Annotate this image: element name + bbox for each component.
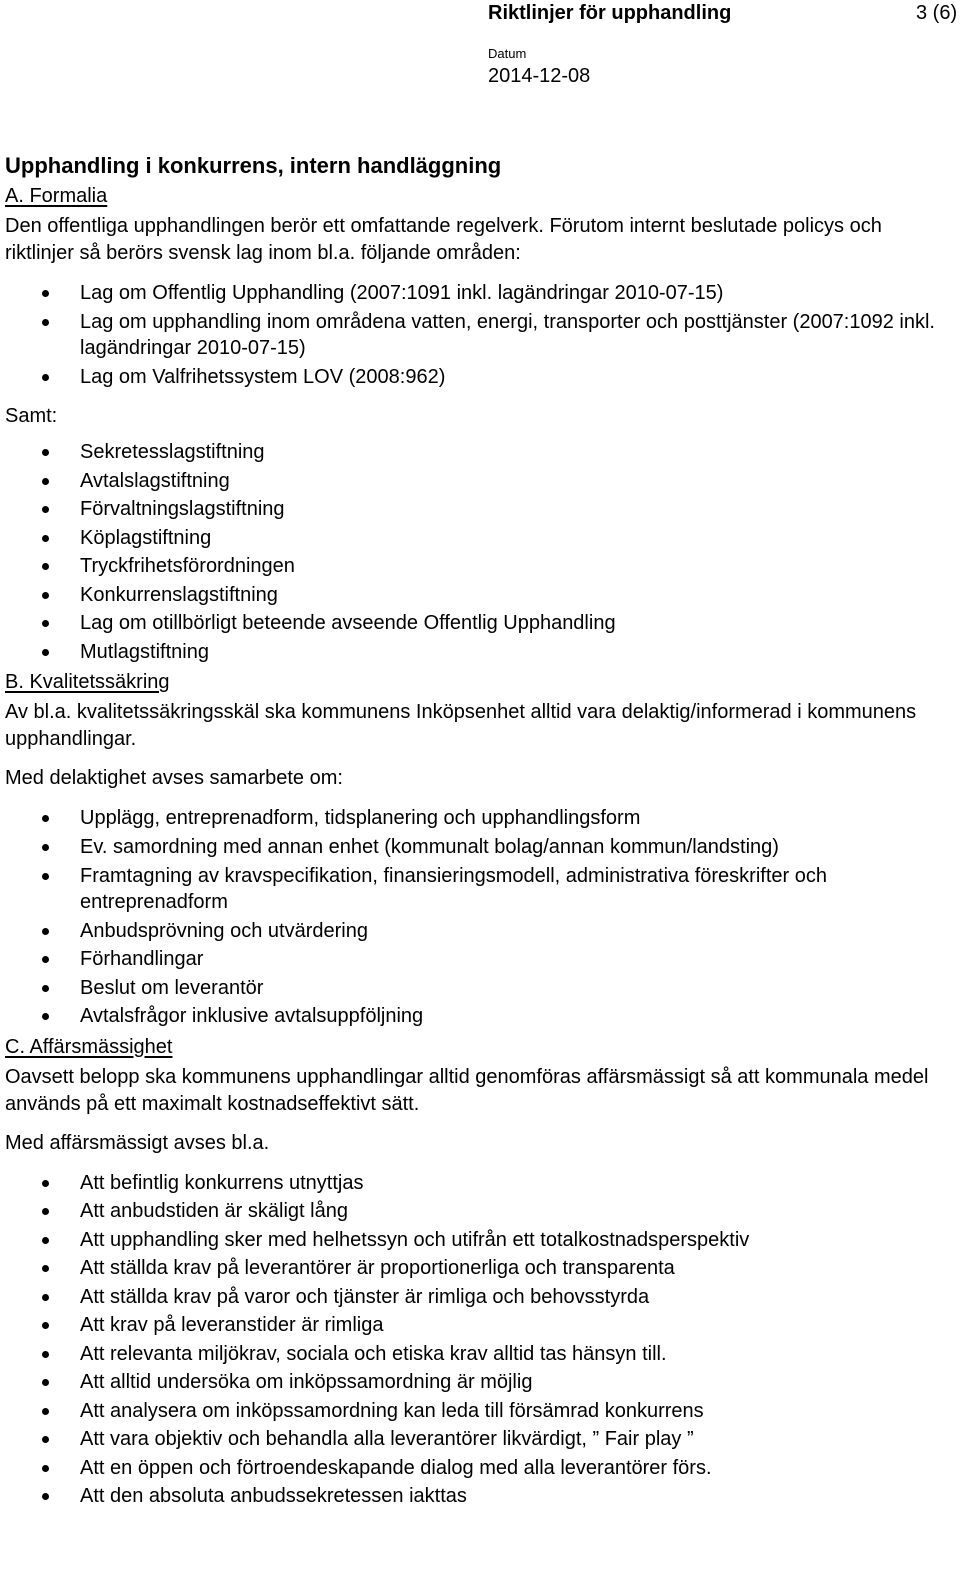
list-item: Att analysera om inköpssamordning kan leda till försämrad konkurrens	[5, 1397, 955, 1426]
list-item: Anbudsprövning och utvärdering	[5, 917, 955, 946]
section-b-intro: Med delaktighet avses samarbete om:	[5, 767, 343, 789]
business-list	[5, 1169, 955, 1511]
bullet-icon	[42, 1013, 49, 1020]
list-item: Framtagning av kravspecifikation, finansieringsmodell, administrativa föreskrifter och entreprenadform	[5, 862, 955, 917]
document-body	[5, 152, 955, 1511]
list-item: Beslut om leverantör	[5, 974, 955, 1003]
cooperation-list	[5, 804, 955, 1031]
bullet-icon	[42, 815, 49, 822]
bullet-icon	[42, 1237, 49, 1244]
list-item: Tryckfrihetsförordningen	[5, 552, 955, 581]
bullet-icon	[42, 1436, 49, 1443]
bullet-icon	[42, 649, 49, 656]
section-b-paragraph: Av bl.a. kvalitetssäkringsskäl ska kommunens Inköpsenhet alltid vara delaktig/informerad i kommunens upphandlingar.	[5, 701, 917, 750]
bullet-icon	[42, 506, 49, 513]
list-item: Köplagstiftning	[5, 524, 955, 553]
list-item: Förhandlingar	[5, 945, 955, 974]
bullet-icon	[42, 1180, 49, 1187]
bullet-icon	[42, 956, 49, 963]
laws-list	[5, 279, 955, 391]
section-b-heading: B. Kvalitetssäkring	[5, 671, 170, 693]
bullet-icon	[42, 319, 49, 326]
bullet-icon	[42, 563, 49, 570]
bullet-icon	[42, 985, 49, 992]
list-item: Att ställda krav på leverantörer är proportionerliga och transparenta	[5, 1254, 955, 1283]
date-label: Datum	[488, 46, 527, 61]
page-number: 3 (6)	[916, 2, 958, 24]
bullet-icon	[42, 535, 49, 542]
list-item: Att upphandling sker med helhetssyn och utifrån ett totalkostnadsperspektiv	[5, 1226, 955, 1255]
bullet-icon	[42, 873, 49, 880]
list-item: Lag om Offentlig Upphandling (2007:1091 inkl. lagändringar 2010-07-15)	[5, 279, 955, 308]
list-item: Att vara objektiv och behandla alla leverantörer likvärdigt, ” Fair play ”	[5, 1425, 955, 1454]
list-item: Att krav på leveranstider är rimliga	[5, 1311, 955, 1340]
bullet-icon	[42, 1208, 49, 1215]
list-item: Att alltid undersöka om inköpssamordning är möjlig	[5, 1368, 955, 1397]
section-c-heading: C. Affärsmässighet	[5, 1035, 173, 1058]
page-heading: Upphandling i konkurrens, intern handläggning	[5, 153, 502, 178]
bullet-icon	[42, 1294, 49, 1301]
list-item: Ev. samordning med annan enhet (kommunalt bolag/annan kommun/landsting)	[5, 833, 955, 862]
section-a-paragraph: Den offentliga upphandlingen berör ett omfattande regelverk. Förutom internt beslutade policys och riktlinjer så berörs svensk lag inom bl.a. följande områden:	[5, 215, 882, 264]
list-item: Sekretesslagstiftning	[5, 438, 955, 467]
list-item: Mutlagstiftning	[5, 638, 955, 667]
bullet-icon	[42, 1351, 49, 1358]
section-c-intro: Med affärsmässigt avses bl.a.	[5, 1131, 270, 1154]
bullet-icon	[42, 1493, 49, 1500]
bullet-icon	[42, 1265, 49, 1272]
list-item: Lag om otillbörligt beteende avseende Offentlig Upphandling	[5, 609, 955, 638]
list-item: Att relevanta miljökrav, sociala och etiska krav alltid tas hänsyn till.	[5, 1340, 955, 1369]
list-item: Konkurrenslagstiftning	[5, 581, 955, 610]
list-item: Avtalsfrågor inklusive avtalsuppföljning	[5, 1002, 955, 1031]
list-item: Lag om Valfrihetssystem LOV (2008:962)	[5, 363, 955, 392]
list-item: Att befintlig konkurrens utnyttjas	[5, 1169, 955, 1198]
section-a-heading: A. Formalia	[5, 185, 108, 207]
list-item: Upplägg, entreprenadform, tidsplanering och upphandlingsform	[5, 804, 955, 833]
list-item: Att anbudstiden är skäligt lång	[5, 1197, 955, 1226]
bullet-icon	[42, 844, 49, 851]
extra-laws-list	[5, 438, 955, 666]
samt-label: Samt:	[5, 405, 58, 427]
list-item: Avtalslagstiftning	[5, 467, 955, 496]
bullet-icon	[42, 449, 49, 456]
bullet-icon	[42, 1379, 49, 1386]
bullet-icon	[42, 1408, 49, 1415]
bullet-icon	[42, 620, 49, 627]
list-item: Att ställda krav på varor och tjänster är rimliga och behovsstyrda	[5, 1283, 955, 1312]
list-item: Förvaltningslagstiftning	[5, 495, 955, 524]
bullet-icon	[42, 1465, 49, 1472]
bullet-icon	[42, 928, 49, 935]
list-item: Lag om upphandling inom områdena vatten, energi, transporter och posttjänster (2007:1092 inkl. lagändringar 2010-07-15)	[5, 308, 955, 363]
bullet-icon	[42, 374, 49, 381]
bullet-icon	[42, 478, 49, 485]
list-item: Att den absoluta anbudssekretessen iakttas	[5, 1482, 955, 1511]
bullet-icon	[42, 592, 49, 599]
bullet-icon	[42, 1322, 49, 1329]
section-c-paragraph: Oavsett belopp ska kommunens upphandlingar alltid genomföras affärsmässigt så att kommunala medel används på ett maximalt kostnadseffektivt sätt.	[5, 1065, 929, 1115]
list-item: Att en öppen och förtroendeskapande dialog med alla leverantörer förs.	[5, 1454, 955, 1483]
date-value: 2014-12-08	[488, 65, 591, 87]
header-title: Riktlinjer för upphandling	[488, 2, 732, 24]
bullet-icon	[42, 290, 49, 297]
